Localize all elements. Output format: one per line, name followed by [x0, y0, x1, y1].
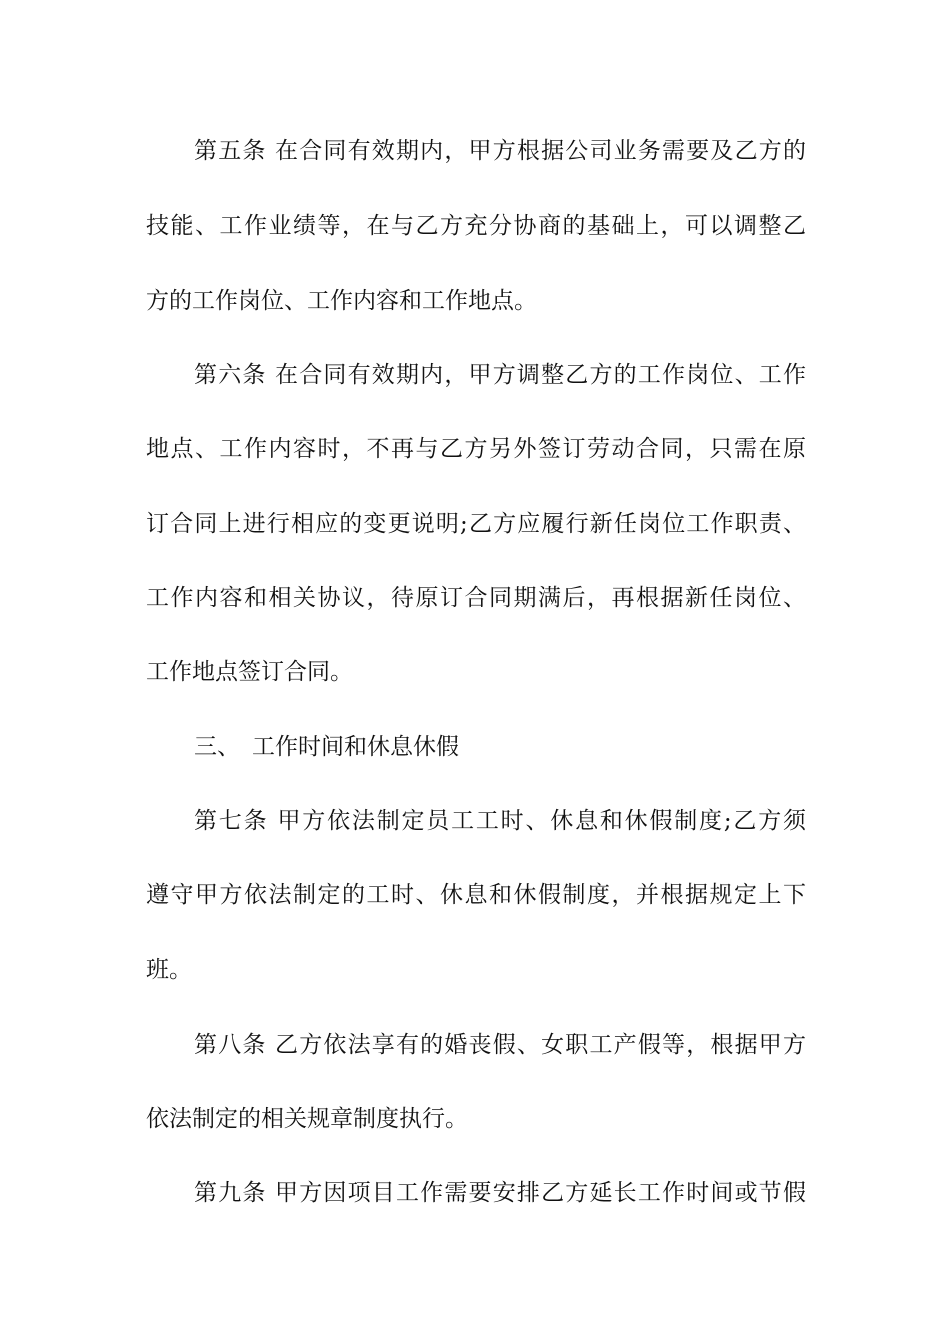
article-7-line-2: 遵守甲方依法制定的工时、休息和休假制度，并根据规定上下: [146, 882, 806, 908]
section-title: 工作时间和休息休假: [252, 734, 459, 760]
article-7-line-1: 第七条 甲方依法制定员工工时、休息和休假制度;乙方须: [194, 808, 806, 834]
article-7-line-3: 班。: [146, 957, 192, 983]
article-6-line-1: 第六条 在合同有效期内，甲方调整乙方的工作岗位、工作: [194, 362, 806, 388]
article-5-line-1: 第五条 在合同有效期内，甲方根据公司业务需要及乙方的: [194, 138, 806, 164]
section-heading: [194, 732, 459, 762]
article-5-line-3: 方的工作岗位、工作内容和工作地点。: [146, 288, 537, 314]
article-8-line-2: 依法制定的相关规章制度执行。: [146, 1106, 468, 1132]
article-6-line-4: 工作内容和相关协议，待原订合同期满后，再根据新任岗位、: [146, 585, 806, 611]
article-6-line-3: 订合同上进行相应的变更说明;乙方应履行新任岗位工作职责、: [146, 511, 806, 537]
section-number: 三、: [194, 734, 240, 760]
article-9-line-1: 第九条 甲方因项目工作需要安排乙方延长工作时间或节假: [194, 1180, 806, 1206]
article-5-line-2: 技能、工作业绩等，在与乙方充分协商的基础上，可以调整乙: [146, 213, 806, 239]
article-8-line-1: 第八条 乙方依法享有的婚丧假、女职工产假等，根据甲方: [194, 1032, 806, 1058]
article-6-line-5: 工作地点签订合同。: [146, 659, 353, 685]
article-6-line-2: 地点、工作内容时，不再与乙方另外签订劳动合同，只需在原: [146, 436, 806, 462]
